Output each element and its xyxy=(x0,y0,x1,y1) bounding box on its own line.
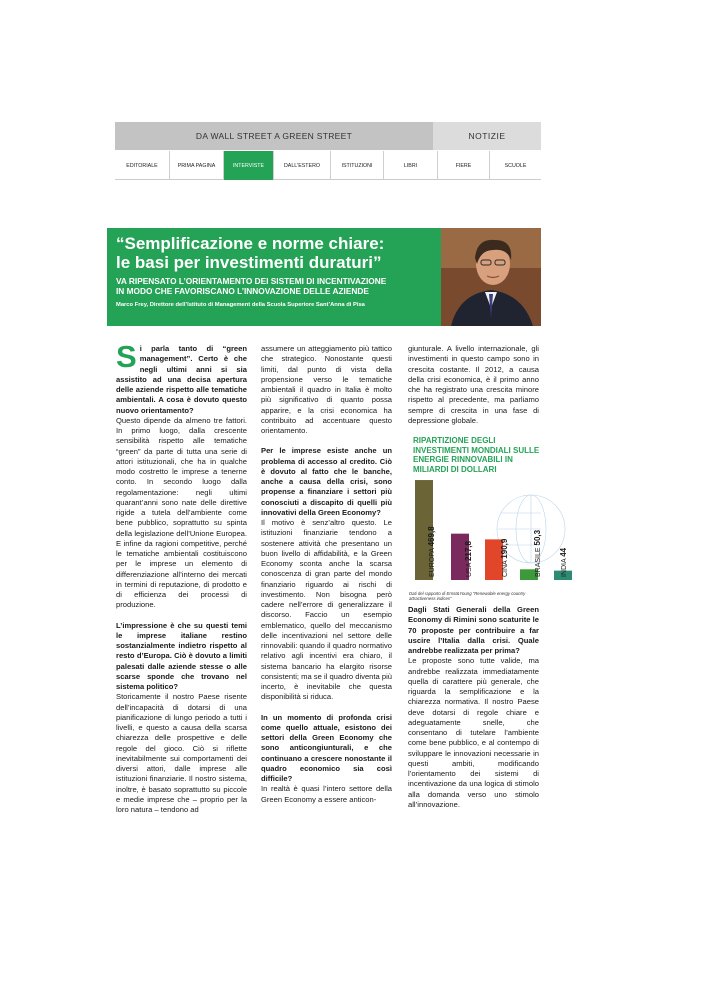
investment-chart xyxy=(409,433,568,598)
chart-title: RIPARTIZIONE DEGLI INVESTIMENTI MONDIALI SULLE ENERGIE RINNOVABILI IN MILIARDI DI DOLLARI xyxy=(413,436,540,474)
bar-label-brasile xyxy=(533,529,542,577)
nav-item-interviste[interactable]: INTERVISTE xyxy=(224,151,274,180)
chart-source-note: Dati del rapporto di Ernst&Young “Renewable energy country attractiveness indices” xyxy=(409,591,526,601)
bar-label-india xyxy=(559,547,568,577)
category-label: INDIA xyxy=(561,556,568,577)
nav-item-scuole[interactable]: SCUOLE xyxy=(504,162,527,169)
answer-2-continued: assumere un atteggiamento più tattico che strategico. Nonostante questi limiti, dal punto di vista della propensione verso le tematiche ambientali il quadro in Italia è molto più significativo di quanto possa apparire, e la crisi economica ha contribuito ad accentuare questo orientamento. xyxy=(261,344,392,435)
column-3 xyxy=(408,344,539,426)
value-label: 217,8 xyxy=(464,541,473,562)
column-1 xyxy=(116,339,247,815)
bar-label-europa xyxy=(427,526,436,577)
article-byline: Marco Frey, Direttore dell’Istituto di Management della Scuola Superiore Sant’Anna di Pisa xyxy=(116,302,365,308)
category-label: EUROPA xyxy=(429,546,436,577)
answer-1: Questo dipende da almeno tre fattori. In primo luogo, dalla crescente sensibilità rispetto alle tematiche “green” da parte di tutta una serie di attori istituzionali, che ha in qualche modo costretto le imprese a tenerne conto. In secondo luogo dalla regolamentazione: negli ultimi quarant’anni sono nate delle direttive rigide a tutela dell’ambiente come bene pubblico, soprattutto su spinta della legislazione dell’Unione Europea. E infine da ragioni competitive, perché le tematiche ambientali costituiscono per le imprese un elemento di differenziazione all’interno dei mercati in termini di reputazione, di prodotto e di efficienza dei processi di produzione. xyxy=(116,415,247,610)
value-label: 469,8 xyxy=(427,526,436,547)
nav-item-prima-pagina[interactable]: PRIMA PAGINA xyxy=(170,151,224,180)
nav-item-libri[interactable]: LIBRI xyxy=(384,151,438,180)
bar-label-usa xyxy=(464,540,473,577)
answer-5: Le proposte sono tutte valide, ma andrebbe realizzata immediatamente quella di carattere più generale, che riguarda la semplificazione e la chiarezza normativa. Il nostro Paese deve dotarsi di regole chiare e adeguatamente snelle, che consentano di tutelare l’ambiente come bene pubblico, e al contempo di sviluppare le innovazioni necessarie in questi ambiti, modificando l’orientamento dei sistemi di incentivazione da una logica di stimolo alla domanda verso uno stimolo all’innovazione. xyxy=(408,656,539,809)
question-5: Dagli Stati Generali della Green Economy di Rimini sono scaturite le 70 proposte per contribuire a far uscire l’Italia dalla crisi. Quale andrebbe realizzata per prima? xyxy=(408,605,539,655)
category-label: USA xyxy=(466,561,473,577)
subtitle-line-2: IN MODO CHE FAVORISCANO L’INNOVAZIONE DELLE AZIENDE xyxy=(116,286,369,296)
question-3: Per le imprese esiste anche un problema di accesso al credito. Ciò è dovuto al fatto che le banche, anche a causa della crisi, sono propense a finanziare i settori più conosciuti a discapito di quelli più innovativi della Green Economy? xyxy=(261,446,392,517)
answer-4-continued: giunturale. A livello internazionale, gli investimenti in questo campo sono in crescita costante. Il 2012, a causa della crisi economica, è il primo anno che ha registrato una crescita minore rispetto al precedente, ma parliamo sempre di crescita in una fase di depressione globale. xyxy=(408,344,539,425)
section-title[interactable]: DA WALL STREET A GREEN STREET xyxy=(115,122,433,150)
category-label: CINA xyxy=(502,558,509,577)
notizie-tab[interactable]: NOTIZIE xyxy=(433,122,541,150)
main-navigation xyxy=(115,151,541,180)
nav-item-dall-estero[interactable]: DALL'ESTERO xyxy=(274,151,331,180)
answer-3: Il motivo è senz’altro questo. Le istituzioni finanziarie tendono a sostenere attività che presentano un buon livello di affidabilità, e la Green Economy sconta anche la scarsa conoscenza di gran parte del mondo finanziario riguardo ai rischi di investimento. Non bisogna però cadere nell’errore di generalizzare il discorso. Faccio un esempio emblematico, quello del meccanismo delle incentivazioni nel settore delle rinnovabili: quando il quadro normativo relativo agli incentivi era chiaro, il sistema bancario ha elargito risorse consistenti; ma se il quadro diventa più incerto, è inevitabile che questa disponibilità si riduca. xyxy=(261,518,392,702)
question-4: In un momento di profonda crisi come quello attuale, esistono dei settori della Green Economy che sono anticongiunturali, e che continuano a crescere nonostante il quadro economico sia così difficile? xyxy=(261,712,392,783)
nav-item-editoriale[interactable]: EDITORIALE xyxy=(115,151,170,180)
article-title xyxy=(116,234,433,272)
column-3-lower xyxy=(408,605,539,810)
value-label: 190,9 xyxy=(500,538,509,559)
article-header xyxy=(107,228,441,326)
answer-4: In realtà è quasi l’intero settore della Green Economy a essere anticon- xyxy=(261,784,392,804)
question-1 xyxy=(116,339,247,416)
nav-item-istituzioni[interactable]: ISTITUZIONI xyxy=(331,151,384,180)
subtitle-line-1: VA RIPENSATO L’ORIENTAMENTO DEI SISTEMI DI INCENTIVAZIONE xyxy=(116,276,387,286)
nav-item-fiere[interactable]: FIERE xyxy=(438,151,490,180)
drop-cap: S xyxy=(116,339,137,374)
column-2 xyxy=(261,344,392,805)
title-line-2: le basi per investimenti duraturi” xyxy=(116,253,382,272)
question-1-text: i parla tanto di “green management”. Certo è che negli ultimi anni si sia assistito ad una decisa apertura delle aziende rispetto alle tematiche ambientali. A cosa è dovuto questo nuovo orientamento? xyxy=(116,344,247,415)
category-label: BRASILE xyxy=(535,545,542,577)
value-label: 44 xyxy=(559,547,568,557)
author-portrait xyxy=(441,228,541,326)
section-header xyxy=(115,122,541,150)
question-2: L’impressione è che su questi temi le imprese italiane restino sostanzialmente indietro rispetto al resto d’Europa. Ciò è dovuto a limiti palesati dalle aziende stesse o alle scarse sponde che trovano nel sistema politico? xyxy=(116,620,247,691)
article-subtitle xyxy=(116,276,433,296)
title-line-1: “Semplificazione e norme chiare: xyxy=(116,234,385,253)
chart-plot xyxy=(409,433,568,598)
bar-label-cina xyxy=(500,538,509,577)
answer-2: Storicamente il nostro Paese risente dell’incapacità di dotarsi di una pianificazione di lungo periodo a tutti i livelli, e questo a causa della scarsa chiarezza delle prospettive e delle regole del gioco. Ciò si riflette inevitabilmente sui comportamenti dei diversi attori, dalle imprese alle istituzioni finanziarie. Il nostro sistema, inoltre, è basato soprattutto su piccole e medie imprese che – proprio per la loro natura – tendono ad xyxy=(116,692,247,814)
value-label: 50,3 xyxy=(533,529,542,546)
